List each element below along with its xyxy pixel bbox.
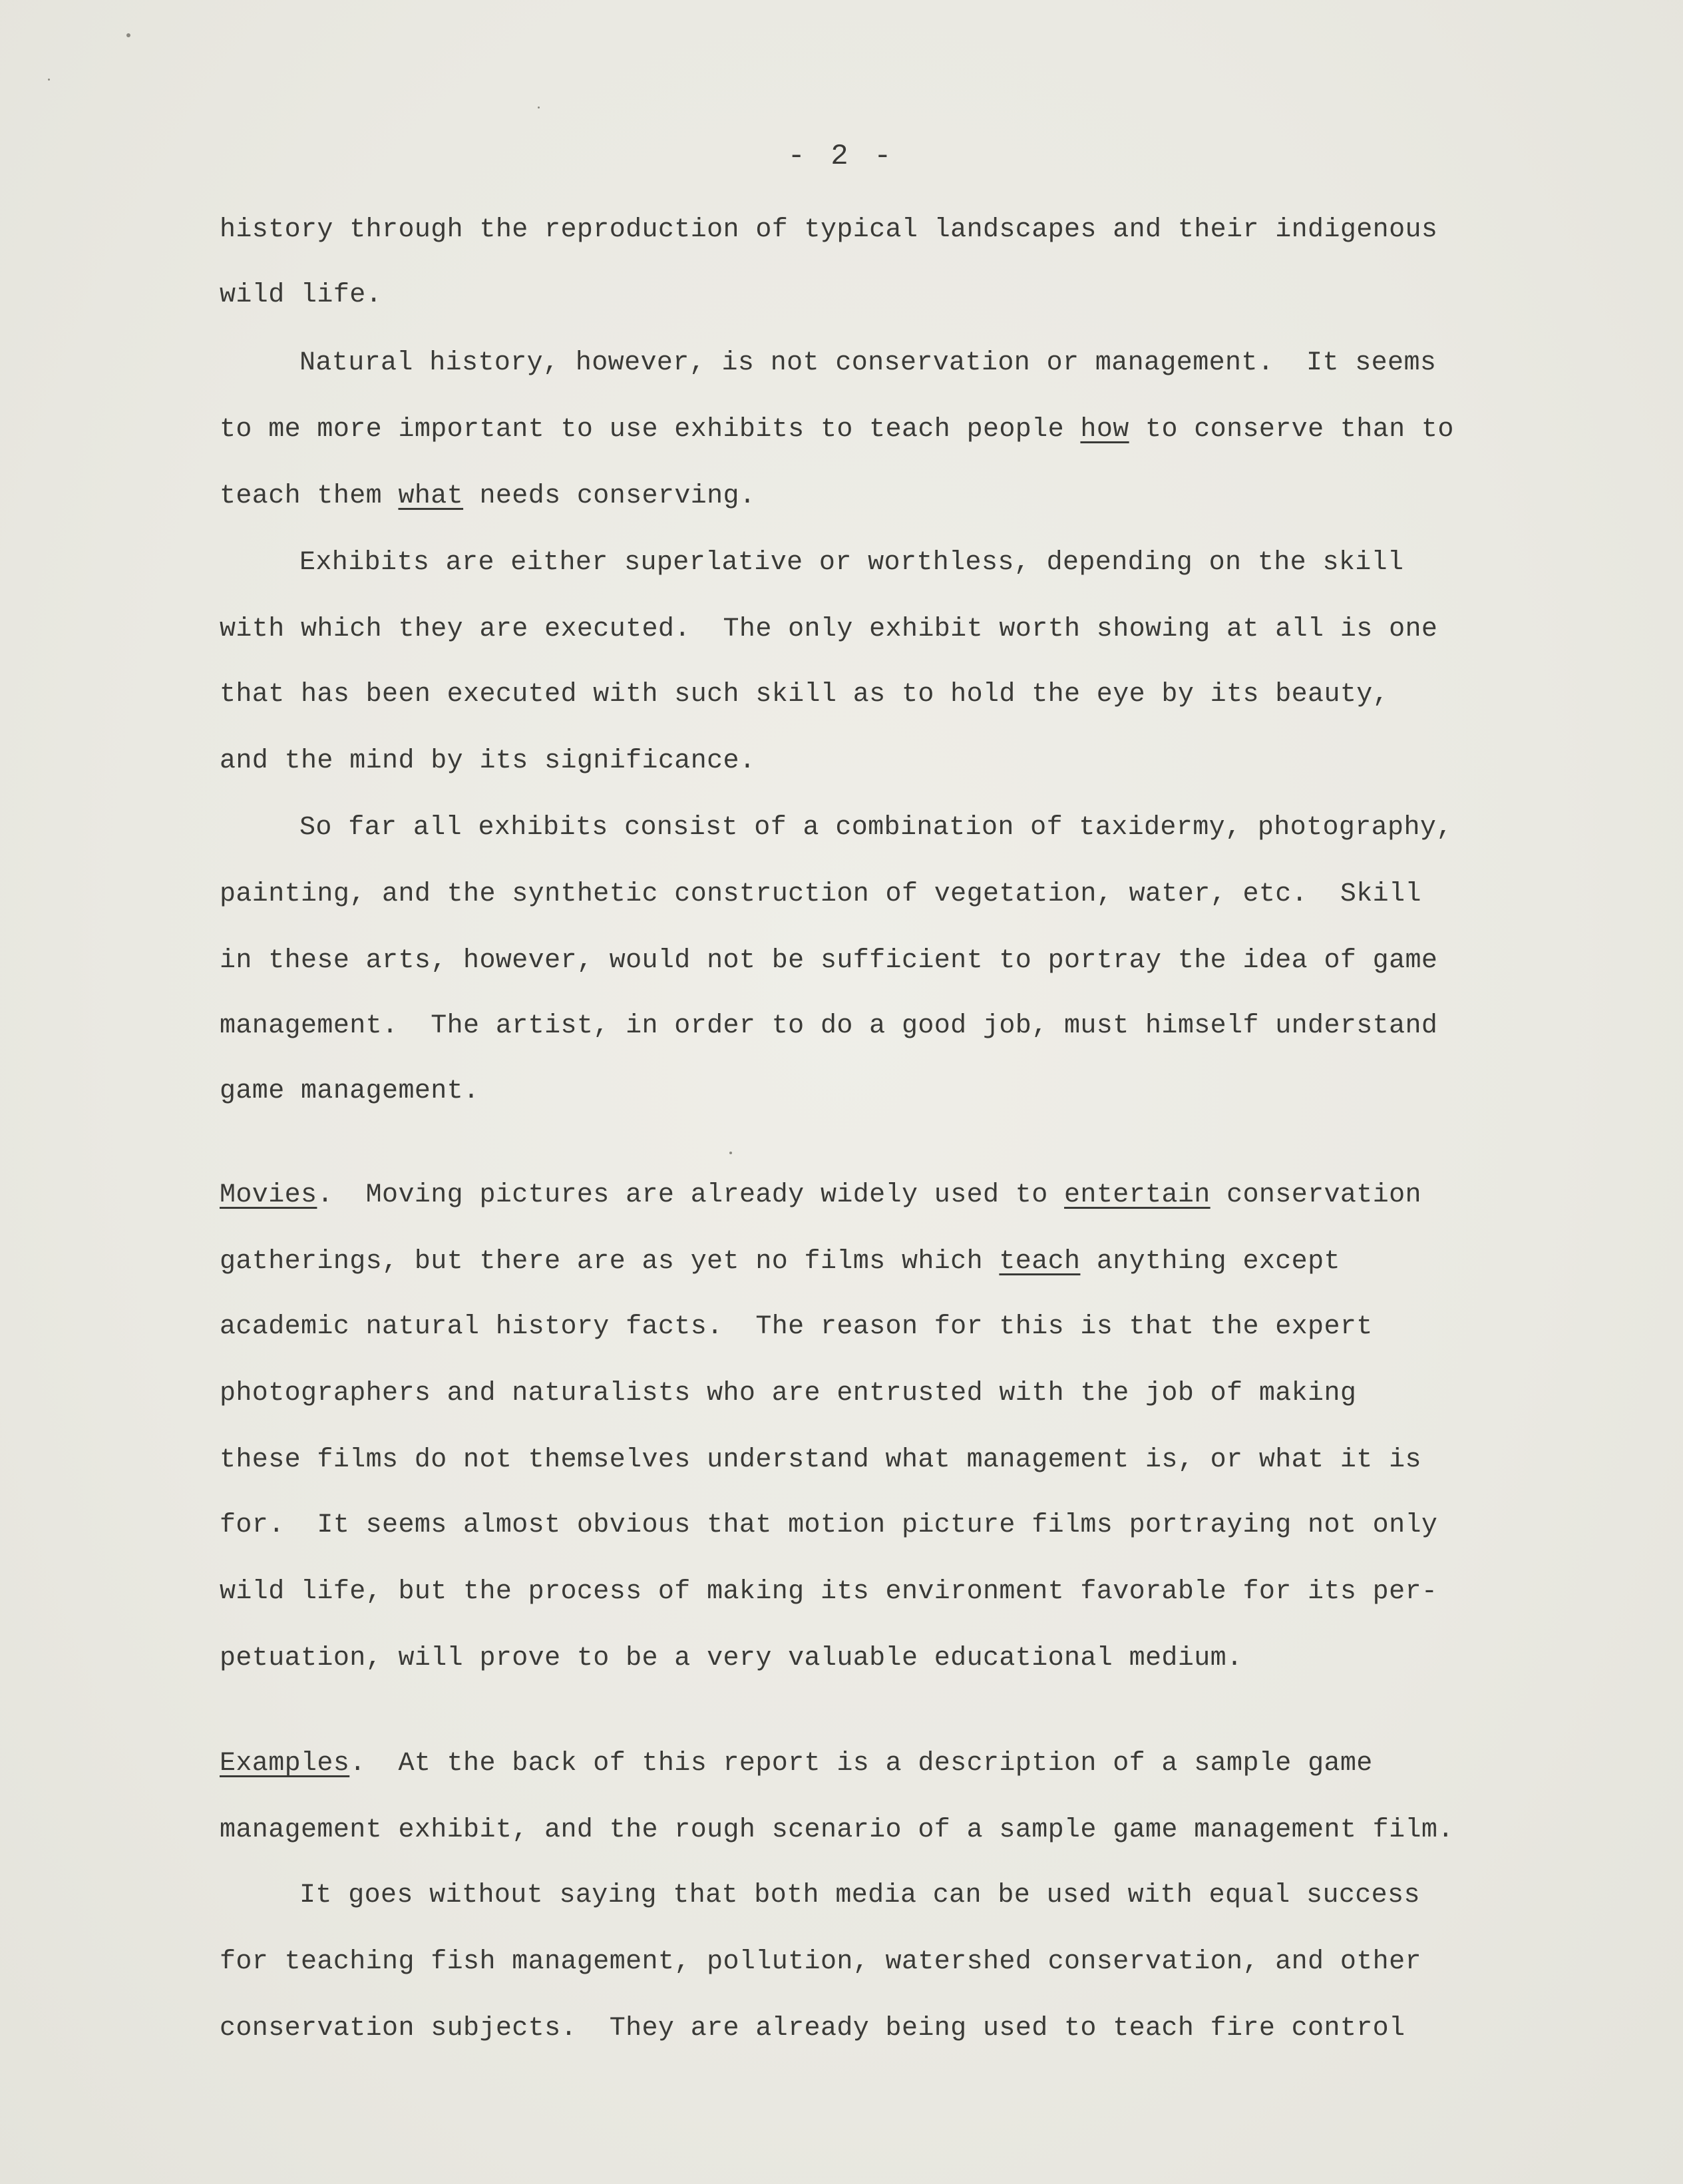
- page-number: - 2 -: [787, 140, 896, 173]
- underlined-word: entertain: [1064, 1180, 1211, 1210]
- text-line: academic natural history facts. The reason for this is that the expert: [220, 1312, 1373, 1342]
- underlined-word: what: [398, 481, 464, 511]
- paper-speck: [48, 79, 50, 81]
- text-line: these films do not themselves understand what management is, or what it is: [220, 1445, 1421, 1475]
- text-line: history through the reproduction of typical landscapes and their indigenous: [220, 215, 1438, 245]
- underlined-word: how: [1080, 415, 1129, 445]
- text-line: game management.: [220, 1076, 480, 1106]
- text-line: management. The artist, in order to do a good job, must himself understand: [220, 1011, 1438, 1041]
- text-line: conservation subjects. They are already being used to teach fire control: [220, 2014, 1405, 2044]
- text-line: Movies. Moving pictures are already widely used to entertain conservation: [220, 1180, 1421, 1210]
- text-line: wild life.: [220, 280, 383, 310]
- text-line: and the mind by its significance.: [220, 746, 756, 776]
- text-line: that has been executed with such skill as to hold the eye by its beauty,: [220, 680, 1390, 710]
- text-line: for teaching fish management, pollution, watershed conservation, and other: [220, 1947, 1421, 1977]
- paper-speck: [538, 107, 540, 109]
- text-line: to me more important to use exhibits to teach people how to conserve than to: [220, 415, 1454, 445]
- text-line: photographers and naturalists who are entrusted with the job of making: [220, 1379, 1357, 1409]
- text-line: with which they are executed. The only exhibit worth showing at all is one: [220, 614, 1438, 644]
- text-line: painting, and the synthetic construction of vegetation, water, etc. Skill: [220, 879, 1421, 909]
- section-heading-examples: Examples: [220, 1749, 350, 1779]
- text-line: in these arts, however, would not be sufficient to portray the idea of game: [220, 946, 1438, 976]
- paper-speck: [729, 1152, 732, 1154]
- text-line: management exhibit, and the rough scenario of a sample game management film.: [220, 1815, 1454, 1845]
- paper-speck: [126, 33, 130, 37]
- text-line: Exhibits are either superlative or worthless, depending on the skill: [299, 548, 1404, 578]
- text-line: petuation, will prove to be a very valuable educational medium.: [220, 1643, 1243, 1673]
- underlined-word: teach: [999, 1247, 1081, 1277]
- text-line: Natural history, however, is not conservation or management. It seems: [299, 348, 1437, 378]
- text-line: for. It seems almost obvious that motion picture films portraying not only: [220, 1510, 1438, 1540]
- text-line: Examples. At the back of this report is a description of a sample game: [220, 1749, 1373, 1779]
- text-line: gatherings, but there are as yet no films which teach anything except: [220, 1247, 1340, 1277]
- text-line: So far all exhibits consist of a combination of taxidermy, photography,: [299, 813, 1453, 843]
- text-line: teach them what needs conserving.: [220, 481, 756, 511]
- section-heading-movies: Movies: [220, 1180, 317, 1210]
- text-line: wild life, but the process of making its environment favorable for its per-: [220, 1577, 1438, 1607]
- text-line: It goes without saying that both media can be used with equal success: [299, 1880, 1420, 1910]
